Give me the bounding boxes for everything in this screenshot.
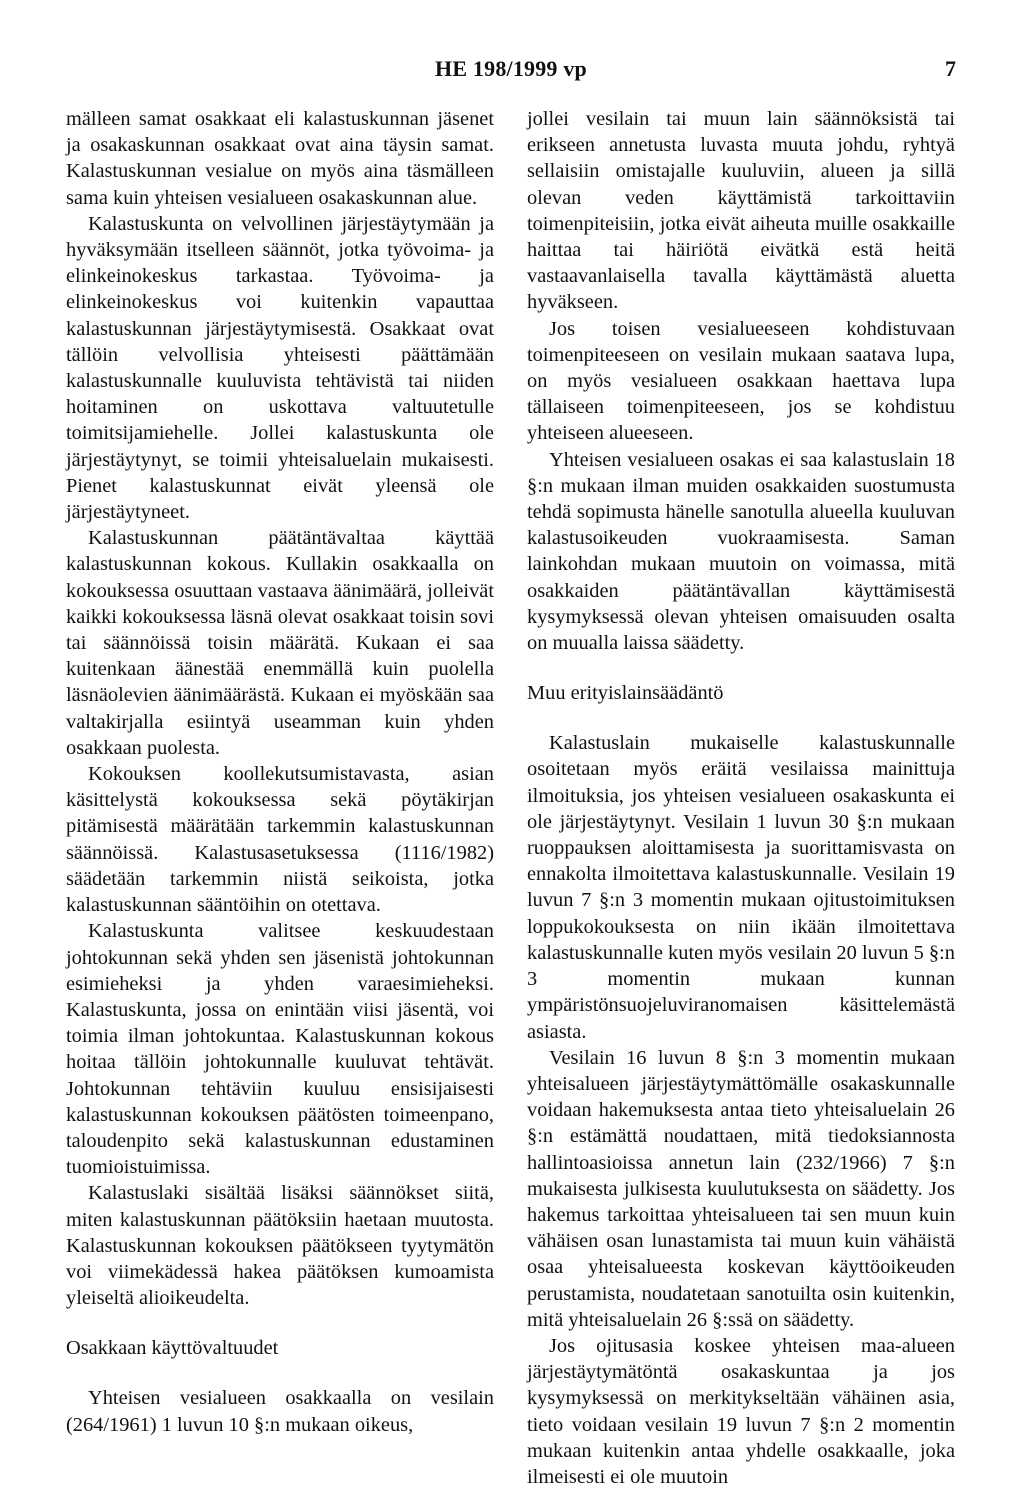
- paragraph: Kalastuslaki sisältää lisäksi säännökset siitä, miten kalastuskunnan päätöksiin haetaan muutosta. Kalastuskunnan kokouksen päätökseen tyytymätön voi viimekädessä hakea päätöksen kumoamista yleiseltä alioikeudelta.: [66, 1182, 494, 1310]
- section-heading: Muu erityislainsäädäntö: [527, 682, 724, 705]
- paragraph: Kalastuskunta valitsee keskuudestaan johtokunnan sekä yhden sen jäsenistä johtokunnan esimieheksi ja yhden varaesimieheksi. Kalastuskunta, jossa on enintään viisi jäsentä, voi toimia ilman johtokuntaa. Kalastuskunnan kokous hoitaa tällöin johtokunnalle kuuluvat tehtävät. Johtokunnan tehtäviin kuuluu ensisijaisesti kalastuskunnan kokouksen päätösten toimeenpano, taloudenpito sekä kalastuskunnan edustaminen tuomioistuimissa.: [66, 920, 494, 1179]
- paragraph: Kalastuskunnan päätäntävaltaa käyttää kalastuskunnan kokous. Kullakin osakkaalla on kokouksessa osuuttaan vastaava äänimäärä, jolleivät kaikki kokouksessa läsnä olevat osakkaat toisin sovi tai säännöissä toisin määrätä. Kukaan ei saa kuitenkaan äänestää enemmällä kuin puolella läsnäolevien äänimäärästä. Kukaan ei myöskään saa valtakirjalla esiintyä useamman kuin yhden osakkaan puolesta.: [66, 527, 494, 759]
- paragraph: Jos ojitusasia koskee yhteisen maa-alueen järjestäytymätöntä osakaskuntaa ja jos kysymyksessä on merkitykseltään vähäinen asia, tieto voidaan vesilain 19 luvun 7 §:n 2 momentin mukaan kuitenkin antaa yhdelle osakkaalle, joka ilmeisesti ei ole muutoin: [527, 1334, 955, 1488]
- paragraph: Kokouksen koollekutsumistavasta, asian käsittelystä kokouksessa sekä pöytäkirjan pitämisestä määrätään tarkemmin kalastuskunnan säännöissä. Kalastusasetuksessa (1116/1982) säädetään tarkemmin niistä seikoista, jotka kalastuskunnan sääntöihin on otettava.: [66, 763, 494, 917]
- paragraph: Vesilain 16 luvun 8 §:n 3 momentin mukaan yhteisalueen järjestäytymättömälle osakaskunnalle voidaan hakemuksesta antaa tieto yhteisaluelain 26 §:n estämättä noudattaen, mitä tiedoksiannosta hallintoasioissa annetun lain (232/1966) 7 §:n mukaisesta julkisesta kuulutuksesta on säädetty. Jos hakemus tarkoittaa yhteisalueen tai sen muun kuin vähäisen osan lunastamista tai muun kuin vähäistä osaa yhteisalueesta koskevan käyttöoikeuden perustamista, noudatetaan sanotuilta osin kuitenkin, mitä yhteisaluelain 26 §:ssä on säädetty.: [527, 1046, 955, 1331]
- page-header: [66, 56, 956, 86]
- paragraph: jollei vesilain tai muun lain säännöksistä tai erikseen annetusta luvasta muuta johdu, ryhtyä sellaisiin omistajalle kuuluviin, alueen ja sillä olevan veden käyttämistä tarkoittaviin toimenpiteisiin, jotka eivät aiheuta muille osakkaille haittaa tai häiriötä eivätkä estä heitä vastaavanlaisella tavalla käyttämästä aluetta hyväkseen.: [527, 108, 955, 314]
- paragraph: Yhteisen vesialueen osakas ei saa kalastuslain 18 §:n mukaan ilman muiden osakkaiden suostumusta tehdä sopimusta hänelle sanotulla alueella kuuluvan kalastusoikeuden vuokraamisesta. Saman lainkohdan mukaan muutoin on voimassa, mitä osakkaiden päätäntävallan käyttämisestä kysymyksessä olevan yhteisen omaisuuden osalta on muualla laissa säädetty.: [527, 448, 955, 655]
- paragraph: Kalastuslain mukaiselle kalastuskunnalle osoitetaan myös eräitä vesilaissa mainittuja ilmoituksia, jos yhteisen vesialueen osakaskunta ei ole järjestäytynyt. Vesilain 1 luvun 30 §:n mukaan ruoppauksen aloittamisesta ja suorittamisvasta on ennakolta ilmoitettava kalastuskunnalle. Vesilain 19 luvun 7 §:n 3 momentin mukaan ojitustoimituksen loppukokouksesta on niin ikään ilmoitettava kalastuskunnalle kuten myös vesilain 20 luvun 5 §:n 3 momentin mukaan kunnan ympäristönsuojeluviranomaisen käsittelemästä asiasta.: [527, 732, 955, 1043]
- paragraph: Yhteisen vesialueen osakkaalla on vesilain (264/1961) 1 luvun 10 §:n mukaan oikeus,: [66, 1387, 494, 1436]
- left-column: [66, 106, 494, 1438]
- page-number: 7: [945, 56, 956, 81]
- right-column: [527, 106, 955, 1490]
- paragraph: Kalastuskunta on velvollinen järjestäytymään ja hyväksymään itselleen säännöt, jotka työvoima- ja elinkeinokeskus tarkastaa. Työvoima- ja elinkeinokeskus voi kuitenkin vapauttaa kalastuskunnan järjestäytymisestä. Osakkaat ovat tällöin velvollisia yhteisesti päättämään kalastuskunnalle kuuluvista tehtävistä tai niiden hoitaminen on uskottava valtuutetulle toimitsijamiehelle. Jollei kalastuskunta ole järjestäytynyt, se toimii yhteisaluelain mukaisesti. Pienet kalastuskunnat eivät yleensä ole järjestäytyneet.: [66, 212, 494, 524]
- paragraph: mälleen samat osakkaat eli kalastuskunnan jäsenet ja osakaskunnan osakkaat ovat aina täysin samat. Kalastuskunnan vesialue on myös aina täsmälleen sama kuin yhteisen vesialueen osakaskunnan alue.: [66, 108, 494, 209]
- section-heading: Osakkaan käyttövaltuudet: [66, 1337, 279, 1360]
- paragraph: Jos toisen vesialueeseen kohdistuvaan toimenpiteeseen on vesilain mukaan saatava lupa, on myös vesialueen osakkaan haettava lupa tällaiseen toimenpiteeseen, jos se kohdistuu yhteiseen alueeseen.: [527, 317, 955, 445]
- document-reference: HE 198/1999 vp: [435, 56, 587, 81]
